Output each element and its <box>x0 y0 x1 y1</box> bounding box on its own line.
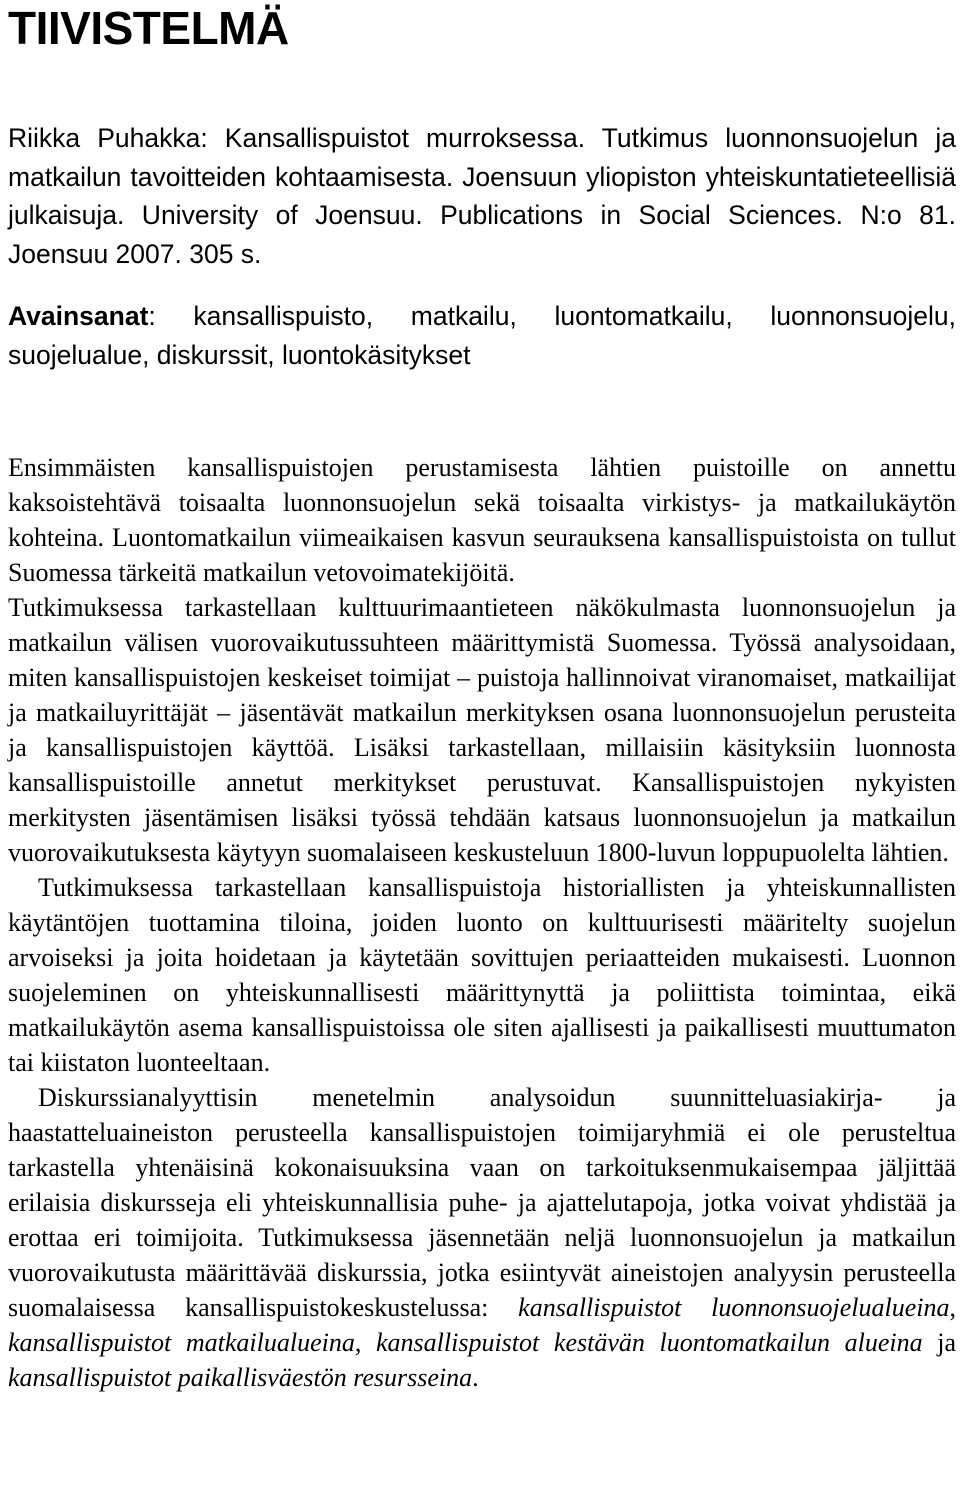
discourse-local-resources: kansallispuistot paikallisväestön resursseina <box>8 1363 473 1392</box>
keywords <box>8 297 956 374</box>
discourse-separator-1: , <box>949 1293 956 1322</box>
paragraph-4-text: Diskurssianalyyttisin menetelmin analysoidun suunnitteluasiakirja- ja haastatteluaineiston perusteella kansallispuistojen toimijaryhmiä ei ole perusteltua tarkastella yhtenäisinä kokonaisuuksina vaan on tarkoituksenmukaisempaa jäljittää erilaisia diskursseja eli yhteiskunnallisia puhe- ja ajattelutapoja, jotka voivat yhdistää ja erottaa eri toimijoita. Tutkimuksessa jäsennetään neljä luonnonsuojelun ja matkailun vuorovaikutusta määrittävää diskurssia, jotka esiintyvät aineistojen analyysin perusteella suomalaisessa kansallispuistokeskustelussa: <box>8 1083 956 1322</box>
keywords-list: kansallispuisto, matkailu, luontomatkailu, luonnonsuojelu, suojelualue, diskurssit, luontokäsitykset <box>8 301 956 370</box>
keywords-separator: : <box>148 301 194 331</box>
discourse-tourism: kansallispuistot matkailualueina <box>8 1328 355 1357</box>
discourse-sustainable-tourism: kansallispuistot kestävän luontomatkailun alueina <box>376 1328 923 1357</box>
paragraph-3: Tutkimuksessa tarkastellaan kansallispuistoja historiallisten ja yhteiskunnallisten käytäntöjen tuottamina tiloina, joiden luonto on kulttuurisesti määritelty suojelun arvoiseksi ja joita hoidetaan ja käytetään sovittujen periaatteiden mukaisesti. Luonnon suojeleminen on yhteiskunnallisesti määrittynyttä ja poliittista toimintaa, eikä matkailukäytön asema kansallispuistoissa ole siten ajallisesti ja paikallisesti muuttumaton tai kiistaton luonteeltaan. <box>8 873 956 1077</box>
paragraph-end: . <box>472 1363 479 1392</box>
discourse-separator-3: ja <box>922 1328 957 1357</box>
paragraph-1: Ensimmäisten kansallispuistojen perustamisesta lähtien puistoille on annettu kaksoistehtävä toisaalta luonnonsuojelun sekä toisaalta virkistys- ja matkailukäytön kohteina. Luontomatkailun viimeaikaisen kasvun seurauksena kansallispuistoista on tullut Suomessa tärkeitä matkailun vetovoimatekijöitä. <box>8 453 956 587</box>
discourse-nature-conservation: kansallispuistot luonnonsuojelualueina <box>518 1293 950 1322</box>
paragraph-2: Tutkimuksessa tarkastellaan kulttuurimaantieteen näkökulmasta luonnonsuojelun ja matkailun välisen vuorovaikutussuhteen määrittymistä Suomessa. Työssä analysoidaan, miten kansallispuistojen keskeiset toimijat – puistoja hallinnoivat viranomaiset, matkailijat ja matkailuyrittäjät – jäsentävät matkailun merkityksen osana luonnonsuojelun perusteita ja kansallispuistojen käyttöä. Lisäksi tarkastellaan, millaisiin käsityksiin luonnosta kansallispuistoille annetut merkitykset perustuvat. Kansallispuistojen nykyisten merkitysten jäsentämisen lisäksi työssä tehdään katsaus luonnonsuojelun ja matkailun vuorovaikutuksesta käytyyn suomalaiseen keskusteluun 1800-luvun loppupuolelta lähtien. <box>8 593 956 867</box>
page-title: TIIVISTELMÄ <box>8 2 289 54</box>
bibliographic-citation: Riikka Puhakka: Kansallispuistot murroksessa. Tutkimus luonnonsuojelun ja matkailun tavoitteiden kohtaamisesta. Joensuun yliopiston yhteiskuntatieteellisiä julkaisuja. University of Joensuu. Publications in Social Sciences. N:o 81. Joensuu 2007. 305 s. <box>8 123 956 269</box>
paragraph-4 <box>8 1080 956 1395</box>
abstract-body <box>8 450 956 1395</box>
abstract-page <box>8 0 956 1395</box>
discourse-separator-2: , <box>354 1328 377 1357</box>
keywords-label: Avainsanat <box>8 301 149 331</box>
